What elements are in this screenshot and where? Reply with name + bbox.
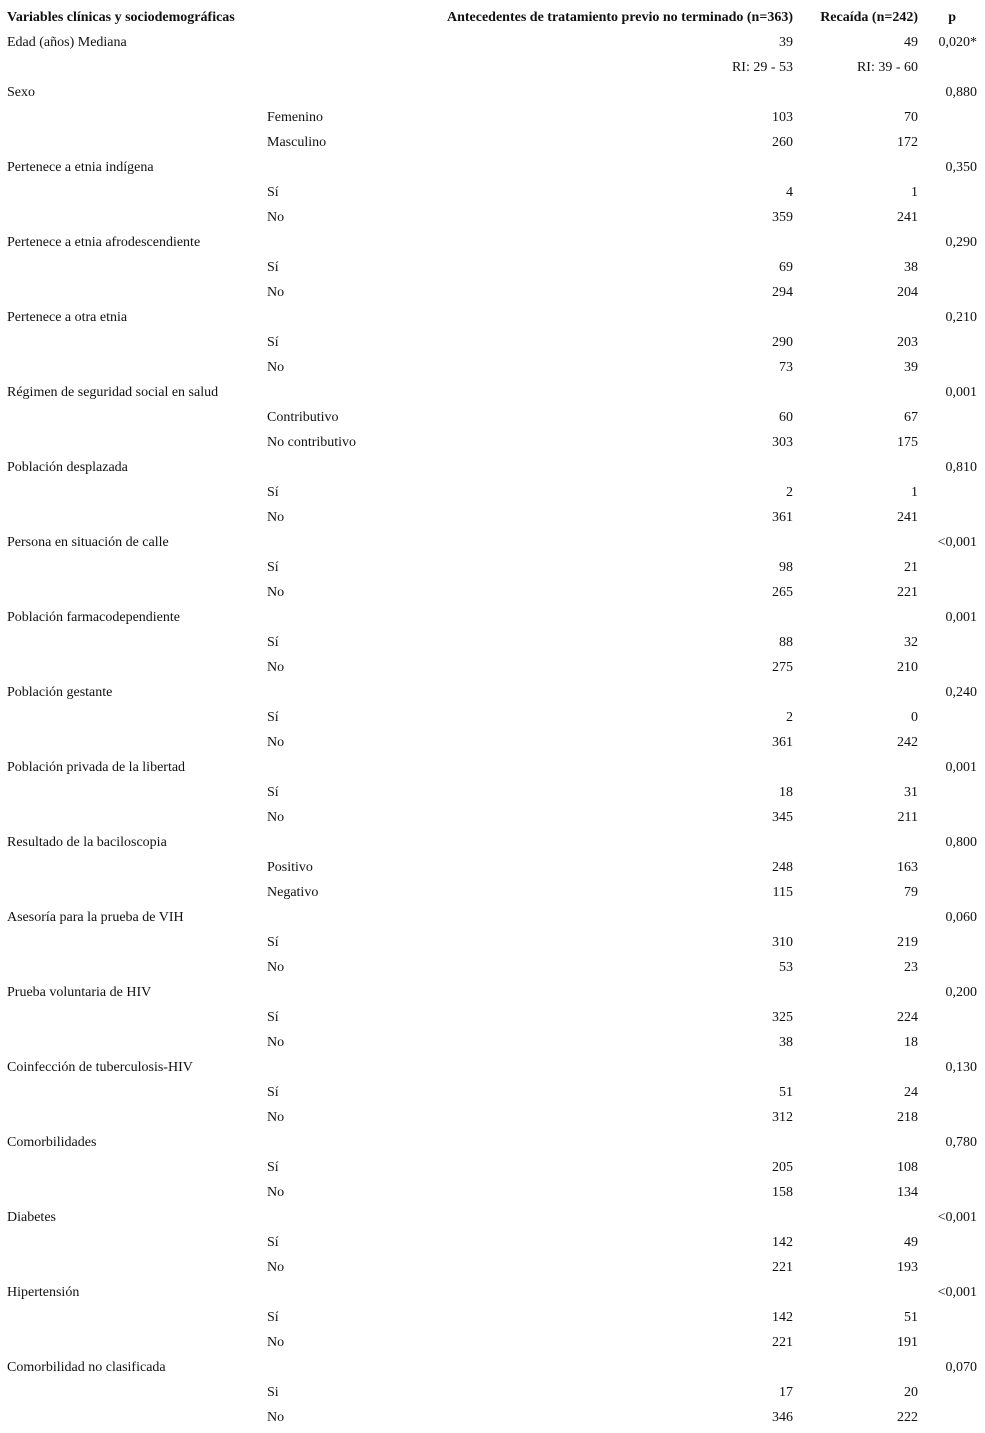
table-row [0,430,985,455]
group-a-value: 221 [772,1260,793,1275]
group-a-value: 51 [779,1085,793,1100]
group-b-value: 39 [904,360,918,375]
variable-label: Población gestante [7,685,113,700]
category-label: No [267,1185,285,1200]
table-row [0,1330,985,1355]
category-label: No [267,1335,285,1350]
p-value: 0,070 [945,1360,977,1375]
group-b-value: 20 [904,1385,918,1400]
variable-label: Pertenece a otra etnia [7,310,128,325]
table-row [0,1230,985,1255]
group-b-value: 23 [904,960,918,975]
category-label: Sí [267,335,279,350]
group-a-value: 38 [779,1035,793,1050]
group-b-value: 49 [904,35,918,50]
p-value: 0,130 [945,1060,977,1075]
table-row [0,655,985,680]
variable-label: Coinfección de tuberculosis-HIV [7,1060,193,1075]
group-a-value: 158 [772,1185,793,1200]
table-row [0,1180,985,1205]
table-row [0,1280,985,1305]
category-label: Femenino [267,110,323,125]
table-row [0,305,985,330]
group-a-value: 18 [779,785,793,800]
category-label: No [267,285,285,300]
group-b-value: 49 [904,1235,918,1250]
group-a-value: 88 [779,635,793,650]
variable-label: Asesoría para la prueba de VIH [7,910,184,925]
table-row [0,155,985,180]
group-b-value: 191 [897,1335,918,1350]
variable-label: Hipertensión [7,1285,80,1300]
table-row [0,330,985,355]
group-a-value: 98 [779,560,793,575]
table-row [0,1080,985,1105]
table-row [0,780,985,805]
group-a-value: 60 [779,410,793,425]
group-a-value: 221 [772,1335,793,1350]
category-label: Sí [267,1085,279,1100]
table-row [0,930,985,955]
p-value: 0,001 [945,760,977,775]
category-label: Sí [267,1010,279,1025]
category-label: Contributivo [267,410,339,425]
table-row [0,405,985,430]
table-row [0,180,985,205]
table-row [0,1405,985,1430]
group-b-value: 21 [904,560,918,575]
table-row [0,905,985,930]
p-value: 0,800 [945,835,977,850]
group-b-value: 108 [897,1160,918,1175]
table-row [0,855,985,880]
header-p: p [948,10,956,25]
table-row [0,55,985,80]
group-a-value: 361 [772,735,793,750]
category-label: Sí [267,485,279,500]
category-label: Si [267,1385,279,1400]
category-label: No [267,510,285,525]
table-row [0,105,985,130]
group-b-value: 172 [897,135,918,150]
category-label: Sí [267,560,279,575]
group-a-value: 294 [772,285,793,300]
group-a-value: 359 [772,210,793,225]
p-value: <0,001 [937,1285,977,1300]
group-b-value: 193 [897,1260,918,1275]
group-b-value: 241 [897,210,918,225]
group-a-value: 290 [772,335,793,350]
category-label: No [267,1035,285,1050]
table-row [0,280,985,305]
variable-label: Comorbilidad no clasificada [7,1360,166,1375]
group-b-value: 38 [904,260,918,275]
group-b-value: 31 [904,785,918,800]
group-b-value: 218 [897,1110,918,1125]
table-row [0,1030,985,1055]
table-row [0,1155,985,1180]
group-a-value: 346 [772,1410,793,1425]
table-row [0,1380,985,1405]
category-label: No [267,1110,285,1125]
table-row [0,30,985,55]
group-b-value: 134 [897,1185,918,1200]
group-b-value: 211 [897,810,918,825]
category-label: No [267,810,285,825]
category-label: Masculino [267,135,327,150]
table-row [0,1005,985,1030]
table-row [0,1130,985,1155]
group-b-value: 210 [897,660,918,675]
group-a-value: 142 [772,1235,793,1250]
variable-label: Persona en situación de calle [7,535,169,550]
variable-label: Población desplazada [7,460,128,475]
group-b-value: 222 [897,1410,918,1425]
group-a-value: 275 [772,660,793,675]
group-b-value: 221 [897,585,918,600]
variable-label: Sexo [7,85,35,100]
group-a-value: 260 [772,135,793,150]
p-value: 0,001 [945,385,977,400]
table-row [0,1255,985,1280]
category-label: Sí [267,635,279,650]
group-a-value: 39 [779,35,793,50]
group-b-value: 204 [897,285,918,300]
table-row [0,255,985,280]
variable-label: Comorbilidades [7,1135,97,1150]
category-label: Sí [267,260,279,275]
variable-label: Resultado de la baciloscopia [7,835,167,850]
category-label: No [267,210,285,225]
table-row [0,980,985,1005]
group-b-value: 1 [911,185,918,200]
group-b-value: 224 [897,1010,918,1025]
header-group-b: Recaída (n=242) [820,10,918,25]
group-b-value: 18 [904,1035,918,1050]
table-row [0,830,985,855]
group-a-value: 303 [772,435,793,450]
category-label: Sí [267,935,279,950]
table-row [0,80,985,105]
table-row [0,630,985,655]
category-label: Positivo [267,860,313,875]
group-b-value: 241 [897,510,918,525]
table-row [0,1105,985,1130]
header-group-a: Antecedentes de tratamiento previo no terminado (n=363) [446,10,793,25]
group-a-value: 361 [772,510,793,525]
group-b-value: RI: 39 - 60 [856,60,918,75]
category-label: Sí [267,710,279,725]
category-label: No [267,660,285,675]
p-value: 0,350 [945,160,977,175]
group-a-value: 345 [772,810,793,825]
group-b-value: 203 [897,335,918,350]
p-value: 0,020* [938,35,977,50]
table-row [0,705,985,730]
group-b-value: 24 [904,1085,918,1100]
table-row [0,530,985,555]
variable-label: Prueba voluntaria de HIV [7,985,152,1000]
category-label: Sí [267,1310,279,1325]
p-value: <0,001 [937,535,977,550]
category-label: Sí [267,1160,279,1175]
table-row [0,505,985,530]
p-value: 0,001 [945,610,977,625]
table-row [0,730,985,755]
p-value: 0,780 [945,1135,977,1150]
table-row [0,230,985,255]
category-label: Negativo [267,885,319,900]
table-row [0,380,985,405]
category-label: Sí [267,1235,279,1250]
category-label: No [267,1410,285,1425]
table-row [0,580,985,605]
table-row [0,1205,985,1230]
p-value: 0,210 [945,310,977,325]
variable-label: Pertenece a etnia afrodescendiente [7,235,201,250]
group-b-value: 175 [897,435,918,450]
variable-label: Diabetes [7,1210,56,1225]
header-variables: Variables clínicas y sociodemográficas [7,10,235,25]
group-a-value: 2 [786,485,793,500]
table-row [0,455,985,480]
variable-label: Población privada de la libertad [7,760,186,775]
table-row [0,480,985,505]
group-b-value: 163 [897,860,918,875]
table-row [0,1355,985,1380]
group-a-value: 73 [779,360,793,375]
group-b-value: 51 [904,1310,918,1325]
variable-label: Pertenece a etnia indígena [7,160,154,175]
category-label: No contributivo [267,435,357,450]
variable-label: Edad (años) Mediana [7,35,127,50]
table-row [0,205,985,230]
p-value: 0,880 [945,85,977,100]
p-value: 0,810 [945,460,977,475]
category-label: No [267,360,285,375]
p-value: 0,240 [945,685,977,700]
table-row [0,880,985,905]
table-row [0,680,985,705]
p-value: 0,200 [945,985,977,1000]
group-a-value: 265 [772,585,793,600]
p-value: 0,290 [945,235,977,250]
p-value: <0,001 [937,1210,977,1225]
category-label: No [267,585,285,600]
group-b-value: 0 [911,710,918,725]
group-b-value: 1 [911,485,918,500]
group-a-value: 310 [772,935,793,950]
group-a-value: 325 [772,1010,793,1025]
variable-label: Población farmacodependiente [7,610,180,625]
group-a-value: 53 [779,960,793,975]
category-label: No [267,1260,285,1275]
group-a-value: 142 [772,1310,793,1325]
variable-label: Régimen de seguridad social en salud [7,385,219,400]
table-row [0,355,985,380]
group-a-value: 2 [786,710,793,725]
group-a-value: 4 [786,185,793,200]
table-header [0,5,985,30]
group-a-value: 312 [772,1110,793,1125]
category-label: No [267,735,285,750]
category-label: Sí [267,785,279,800]
table-row [0,1305,985,1330]
table-row [0,955,985,980]
group-b-value: 67 [904,410,918,425]
category-label: Sí [267,185,279,200]
group-b-value: 70 [904,110,918,125]
group-b-value: 32 [904,635,918,650]
group-a-value: 69 [779,260,793,275]
table-row [0,130,985,155]
group-a-value: 17 [779,1385,793,1400]
group-a-value: 115 [772,885,793,900]
group-a-value: 205 [772,1160,793,1175]
table-row [0,1055,985,1080]
category-label: No [267,960,285,975]
group-b-value: 242 [897,735,918,750]
p-value: 0,060 [945,910,977,925]
group-b-value: 219 [897,935,918,950]
table-row [0,805,985,830]
group-b-value: 79 [904,885,918,900]
group-a-value: 248 [772,860,793,875]
table-row [0,605,985,630]
table-row [0,555,985,580]
group-a-value: 103 [772,110,793,125]
group-a-value: RI: 29 - 53 [731,60,793,75]
table-row [0,755,985,780]
